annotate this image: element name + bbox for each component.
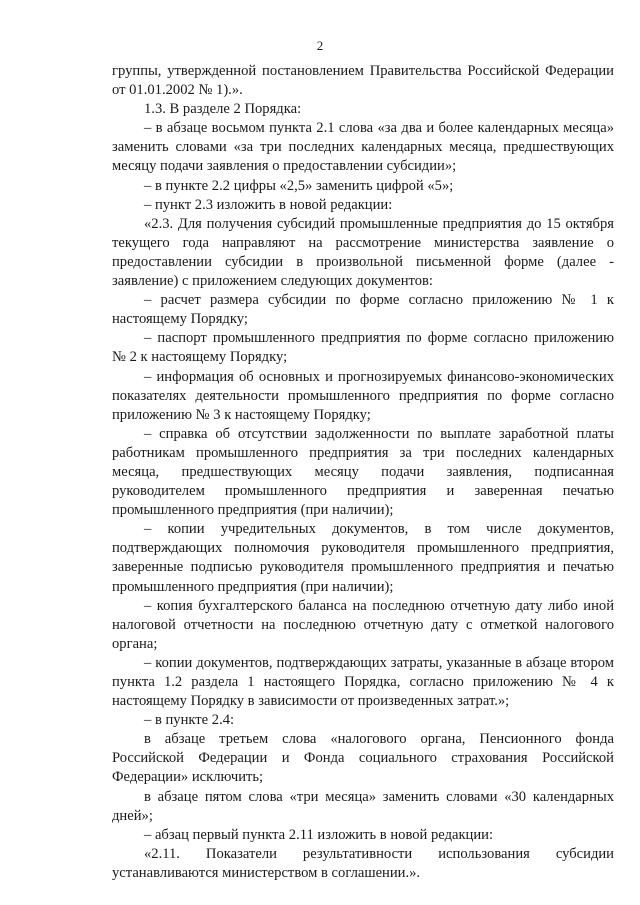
paragraph: – в пункте 2.4: xyxy=(144,712,235,729)
quoted-paragraph: «2.3. Для получения субсидий промышленные предприятия до 15 октября текущего года направляют на рассмотрение министерства заявление о предоставлении субсидии в произвольной письменной форме (далее - заявление) с приложением следующих документов: xyxy=(112,215,614,290)
paragraph: в абзаце пятом слова «три месяца» заменить словами «30 календарных дней»; xyxy=(112,788,614,824)
quoted-paragraph: «2.11. Показатели результативности использования субсидии устанавливаются министерством в соглашении.». xyxy=(112,845,614,881)
paragraph: – пункт 2.3 изложить в новой редакции: xyxy=(144,196,393,213)
list-item: – копии документов, подтверждающих затраты, указанные в абзаце втором пункта 1.2 раздела 1 настоящего Порядка, согласно приложению № 4 к настоящему Порядку в зависимости от произведенных затрат.»; xyxy=(112,654,614,710)
paragraph: – абзац первый пункта 2.11 изложить в новой редакции: xyxy=(144,826,494,843)
list-item: – справка об отсутствии задолженности по выплате заработной платы работникам промышленного предприятия за три последних календарных месяца, предшествующих месяцу подачи заявления, подписанная руководителем промышленного предприятия и заверенная печатью промышленного предприятия (при наличии); xyxy=(112,425,614,519)
paragraph: – в пункте 2.2 цифры «2,5» заменить цифрой «5»; xyxy=(144,177,454,194)
section-heading: 1.3. В разделе 2 Порядка: xyxy=(144,101,302,118)
list-item: – расчет размера субсидии по форме согласно приложению № 1 к настоящему Порядку; xyxy=(112,292,614,328)
list-item: – копия бухгалтерского баланса на последнюю отчетную дату либо иной налоговой отчетности на последнюю отчетную дату с отметкой налогового органа; xyxy=(112,597,614,652)
page-number: 2 xyxy=(316,38,324,53)
paragraph: группы, утвержденной постановлением Правительства Российской Федерации от 01.01.2002 № 1).». xyxy=(112,63,614,99)
document-body xyxy=(112,62,614,883)
list-item: – копии учредительных документов, в том числе документов, подтверждающих полномочия руководителя промышленного предприятия, заверенные подписью руководителя промышленного предприятия и печатью промышленного предприятия (при наличии); xyxy=(112,521,614,595)
paragraph: – в абзаце восьмом пункта 2.1 слова «за два и более календарных месяца» заменить словами «за три последних календарных месяца, предшествующих месяцу подачи заявления о предоставлении субсидии»; xyxy=(112,120,614,175)
paragraph: в абзаце третьем слова «налогового органа, Пенсионного фонда Российской Федерации и Фонда социального страхования Российской Федерации» исключить; xyxy=(112,731,614,786)
list-item: – паспорт промышленного предприятия по форме согласно приложению № 2 к настоящему Порядку; xyxy=(112,330,614,366)
list-item: – информация об основных и прогнозируемых финансово-экономических показателях деятельности промышленного предприятия по форме согласно приложению № 3 к настоящему Порядку; xyxy=(112,368,614,423)
